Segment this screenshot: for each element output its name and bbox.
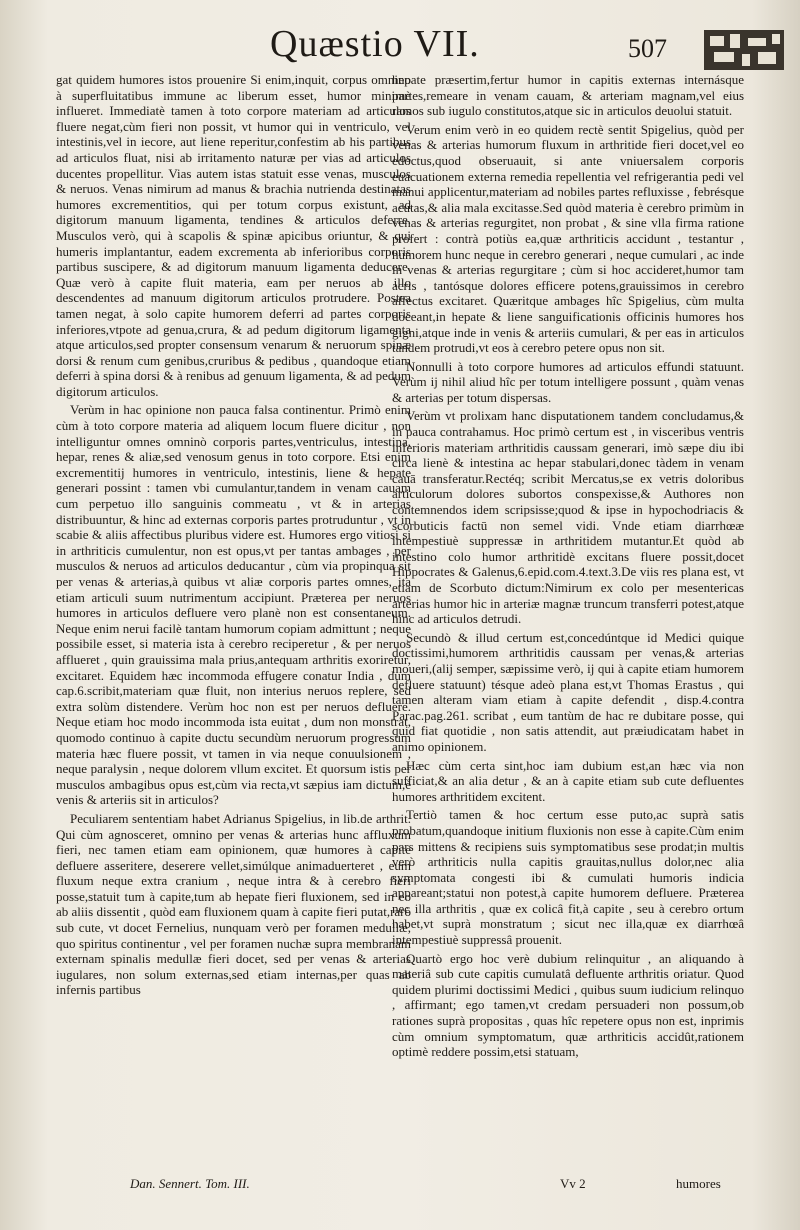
- right-paragraph-7: Tertiò tamen & hoc certum esse puto,ac suprà satis probatum,quandoque initium fluxionis non esse à capite.Cùm enim pars mittens & recipiens suis symptomatibus sese prodat;in multis verò arthriticis nulla capitis grauitas,nullus dolor,nec alia symptomata congesti ibi & cumulati humoris indicia appareant;statui non potest,à capite humorem defluere. Præterea nec illa arthritis , quæ ex colicâ fit,à capite , seu à cerebro ortum habet,vt suprà monstratum ; sicut nec illa,quæ ex diarrhœâ intempestiuè suppressâ prouenit.: [392, 807, 744, 948]
- right-paragraph-4: Verùm vt prolixam hanc disputationem tandem concludamus,& in pauca contrahamus. Hoc primò certum est , in visceribus ventris inferioris materiam arthritidis caussam generari, imò sæpe diu ibi circa lienè & intestina ac hepar stabulari,donec tàdem in venam cauā transferatur.Rectéq; scribit Mercatus,se ex vetris doloribus articulorum dolores subortos conspexisse,& Authores non contemnendos idem scripsisse;quod & ipse in hypochodriacis & scorbuticis factū non semel vidi. Vnde etiam diarrhœæ intempestiuè suppressæ in arthritidem mutantur.Et quòd ab intestino colo humor arthritidè excitans fluere possit,docet Hippocrates & Galenus,6.epid.com.4.text.3.De viis res plana est, vt etiam de Scorbuto dictum:Nimirum ex colo per mesentericas arterias humor hic in arteriæ magnæ truncum transferri potest,atque hinc ad articulos detrudi.: [392, 408, 744, 627]
- right-paragraph-2: Verum enim verò in eo quidem rectè sentit Spigelius, quòd per venas & arterias humorum fluxum in arthritide fieri docet,vel eo edoctus,quod obseruauit, si ante vniuersalem corporis euacuationem externa remedia repellentia vel refrigerantia pedi vel manui applicentur,materiam ad nobiles partes refluxisse , febrésque acutas,& alia mala excitasse.Sed quòd materia è cerebro primùm in venas & arterias regurgitet, non probat , & sine vlla firma ratione profert : contrà potiùs ea,quæ arthriticis accidunt , testantur , humorem hunc neque in cerebro generari , neque cumulari , ac inde in venas & arterias regurgitare ; cùm si hoc accideret,humor tam acris , tantósque dolores efficere potens,grauissimos in cerebro affectus excitaret. Quæritque ambages hîc Spigelius, cùm multa doceant,in hepate & liene sanguificationis officinis humores hos gigni,atque inde in venis & arteriis cumulari, & per eas in articulos tandem protrudi,vt eos à cerebro petere opus non sit.: [392, 121, 744, 356]
- right-paragraph-8: Quartò ergo hoc verè dubium relinquitur , an aliquando à materiâ sub cute capitis cumulatâ defluente arthritis oriatur. Quod quidem plurimi doctissimi Medici , quibus suum iudicium relinquo , affirmant; ego tamen,vt credam persuaderi non possum,ob rationes suprà propositas , quas hîc repetere opus non est, inprimis cùm omnium symptomatum, quæ arthriticis accidût,rationem optimè reddere possim,etsi statuam,: [392, 950, 744, 1060]
- footer-signature-mark: Vv 2: [560, 1176, 586, 1191]
- right-paragraph-1: hepate præsertim,fertur humor in capitis externas internásque partes,remeare in venam cauam, & arteriam magnam,vel eius ramos sub iugulo constitutos,atque sic in articulos deuolui statuit.: [392, 72, 744, 119]
- right-paragraph-5: Secundò & illud certum est,concedúntque id Medici quique doctissimi,humorem arthritidis caussam per venas,& arterias moueri,(alij semper, sæpissime verò, ij qui à capite etiam humorem defluere statuunt) tésque adeò plana est,vt Thomas Erastus , qui tamen alteram viam etiam à capite defendit , disp.4.contra Parac.pag.261. scribat , eum tantùm de hac re dubitare posse, qui quid fiat quotidie , non satis attendit, aut præiudicatam habet in animo opinionem.: [392, 629, 744, 754]
- left-paragraph-2: Verùm in hac opinione non pauca falsa continentur. Primò enim cùm à toto corpore materia ad aliquem locum fluere dicitur , non intelliguntur omnes omninò corporis partes,ventriculus, intestina, hepar, renes & aliæ,sed venosum genus in toto corpore. Etsi enim excrementitij humores in ventriculo, intestinis, liene & hepate generari possint : tamen vbi cumulantur,tandem in venam cauam cum perpetuo illo sanguinis commeatu , vt & in arterias distribuuntur, & hinc ad externas corporis partes protruduntur , vt in scabie & aliis affectibus pluribus videre est. Humores ergo vitiosi si in arthriticis cumulentur, non est opus,vt per tantas ambages , per musculos & neruos ad articulos deducantur , cùm via propinqua sit per venas & arterias,à quibus vt aliæ corporis partes omnes, ita etiam articuli suum nutrimentum accipiunt. Præterea per neruos humores in articulos defluere vero planè non est consentaneum. Neque enim nerui facilè tantam humorum copiam admittunt ; neque possibile esset, si materia ista à cerebro reciperetur , & per neruos afflueret , quin grauissima mala prius,antequam arthritis exoriretur, excitaret. Equidem hæc incommoda effugere conatur India , dum cap.6.scribit,materiam quæ fluit, non interius neruos replere, sed extra solùm distendere. Verùm hoc non est per neruos defluere. Neque etiam hoc modo incommoda ista euitat , dum non monstrat, quomodo continuo à capite ductu secundùm neruorum progressum materia hæc fluere possit, vt tamen in via neque conuulsionem , neque paralysin , neque dolorem vllum excitet. Et quorsum istis per musculos ambagibus opus est,cùm via recta,vt sæpius iam dictum,è venis & arteriis sit in articulos?: [56, 402, 411, 808]
- running-title: Quæstio VII.: [270, 23, 480, 65]
- page-footer: [0, 1176, 800, 1206]
- page-header: [0, 20, 800, 70]
- library-stamp-icon: [702, 26, 788, 74]
- right-column: [392, 72, 744, 1063]
- footer-catchword: humores: [676, 1176, 721, 1191]
- left-paragraph-1: gat quidem humores istos prouenire Si enim,inquit, corpus omnino à superfluitatibus immune ac liberum esset, humor minimè influeret. Immediatè tamen à toto corpore materiam ad articulos fluere negat,cùm fieri non possit, vt humor qui in ventriculo, vel intestinis,vel in iecore, aut liene reperitur,confestim ab his partibus ad articulos fluat, nisi ab irritamento naturæ per vias ad articulos ducentes propellitur. Vias autem istas statuit esse venas, musculos & neruos. Venas nimirum ad manus & brachia nutrienda destinatas humores excrementitios, qui per totum corpus existunt, ad digitorum manuum ligamenta, tendines & articulos deferre. Musculos verò, qui à scapolis & spinæ apicibus oriuntur, & qui humeris implantantur, eadem excrementa ab inferioribus corporis partibus suscipere, & ad digitorum manuum ligamenta deducere. Quæ verò à capite fluit materia, eam per neruos ab illo descendentes ad manuum digitorum articulos protrudere. Postea tamen negat, à solo capite humorem deferri ad partes corporis inferiores,vtpote ad genua,crura, & ad pedum digitorum ligamenta atque articulos,sed propter consensum venarum & neruorum spinæ dorsi & renum cum genibus,cruribus & pedibus , quandoque etiam deferri à spina dorsi & à renibus ad genuum ligamenta, & ad pedum digitorum articulos.: [56, 72, 411, 399]
- right-paragraph-6: Hæc cùm certa sint,hoc iam dubium est,an hæc via non sufficiat,& an alia detur , & an à capite etiam sub cute defluentes humores arthritidem excitent.: [392, 757, 744, 804]
- page-number: 507: [628, 34, 667, 63]
- footer-signature: Dan. Sennert. Tom. III.: [130, 1176, 250, 1191]
- left-column: [56, 72, 411, 1001]
- left-paragraph-3: Peculiarem sententiam habet Adrianus Spigelius, in lib.de arthrit. Qui cùm agnosceret, omnino per venas & arterias hunc affluxum fieri, nec tamen etiam eam opinionem, quæ humores à capite defluere asseritere, deserere vellet,simúlque animaduerteret , eum fluxum neque extra cranium , neque intra & à cerebro fieri posse,statuit tum à capite,tum ab hepate fieri fluxionem, sed in eo ab aliis dissentit , quòd eam fluxionem quam à capite fieri putat,rarò sub cute, vt docet Fernelius, nunquam verò per foramen medullæ, quo spiritus continentur , vel per foramen nuchæ supra membranam externam spinalis medullæ fieri docet, sed per venas & arterias iugulares, non solum externas,sed etiam internas,per quas ab infernis partibus: [56, 810, 411, 998]
- right-paragraph-3: Nonnulli à toto corpore humores ad articulos effundi statuunt. Verùm ij nihil aliud hîc per totum intelligere possunt , quàm venas & arterias per totum dispersas.: [392, 358, 744, 405]
